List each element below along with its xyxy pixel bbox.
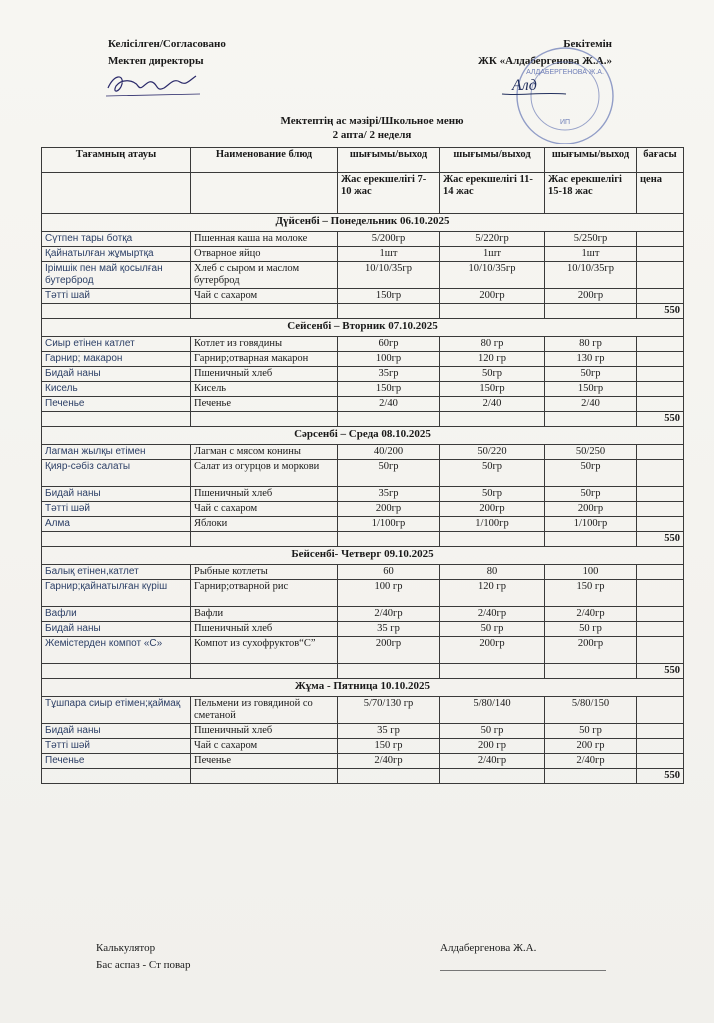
- yield-15-18: 2/40гр: [545, 754, 637, 769]
- day-title: Сейсенбі – Вторник 07.10.2025: [42, 319, 684, 337]
- yield-11-14: 2/40гр: [440, 607, 545, 622]
- dish-name-ru: Компот из сухофруктов“С”: [191, 637, 338, 664]
- dish-name-kz: Печенье: [42, 397, 191, 412]
- yield-11-14: 50гр: [440, 460, 545, 487]
- footer-left: [96, 940, 190, 974]
- yield-11-14: 50гр: [440, 367, 545, 382]
- day-title: Дүйсенбі – Понедельник 06.10.2025: [42, 214, 684, 232]
- empty-cell: [440, 304, 545, 319]
- empty-cell: [338, 532, 440, 547]
- yield-11-14: 200гр: [440, 502, 545, 517]
- yield-11-14: 50 гр: [440, 724, 545, 739]
- empty-cell: [440, 412, 545, 427]
- dish-name-kz: Гарнир;қайнатылған күріш: [42, 580, 191, 607]
- dish-name-ru: Чай с сахаром: [191, 502, 338, 517]
- dish-name-ru: Пельмени из говядиной со сметаной: [191, 697, 338, 724]
- yield-7-10: 5/200гр: [338, 232, 440, 247]
- dish-row: [42, 337, 684, 352]
- empty-cell: [42, 664, 191, 679]
- price-cell: [637, 445, 684, 460]
- price-cell: [637, 232, 684, 247]
- empty-cell: [42, 412, 191, 427]
- yield-7-10: 40/200: [338, 445, 440, 460]
- yield-15-18: 2/40: [545, 397, 637, 412]
- approver-signature: [500, 70, 570, 100]
- empty-cell: [191, 532, 338, 547]
- age-group-1: Жас ерекшелігі 7-10 жас: [338, 173, 440, 214]
- dish-name-kz: Ірімшік пен май қосылған бутерброд: [42, 262, 191, 289]
- yield-15-18: 1/100гр: [545, 517, 637, 532]
- empty-cell: [42, 304, 191, 319]
- dish-name-kz: Вафли: [42, 607, 191, 622]
- dish-row: [42, 397, 684, 412]
- dish-name-ru: Отварное яйцо: [191, 247, 338, 262]
- yield-7-10: 60гр: [338, 337, 440, 352]
- price-cell: [637, 397, 684, 412]
- yield-15-18: 2/40гр: [545, 607, 637, 622]
- dish-row: [42, 352, 684, 367]
- yield-11-14: 50 гр: [440, 622, 545, 637]
- yield-11-14: 200гр: [440, 637, 545, 664]
- dish-row: [42, 697, 684, 724]
- yield-11-14: 50/220: [440, 445, 545, 460]
- yield-7-10: 200гр: [338, 637, 440, 664]
- dish-row: [42, 580, 684, 607]
- yield-11-14: 150гр: [440, 382, 545, 397]
- empty-cell: [440, 532, 545, 547]
- dish-row: [42, 232, 684, 247]
- yield-11-14: 80: [440, 565, 545, 580]
- dish-name-kz: Жемістерден компот «С»: [42, 637, 191, 664]
- empty-cell: [440, 769, 545, 784]
- empty-cell: [338, 304, 440, 319]
- dish-row: [42, 262, 684, 289]
- week-label: 2 апта/ 2 неделя: [332, 129, 412, 141]
- yield-7-10: 35 гр: [338, 622, 440, 637]
- yield-15-18: 50 гр: [545, 622, 637, 637]
- yield-15-18: 5/250гр: [545, 232, 637, 247]
- dish-row: [42, 607, 684, 622]
- day-title: Сәрсенбі – Среда 08.10.2025: [42, 427, 684, 445]
- dish-name-kz: Сүтпен тары ботқа: [42, 232, 191, 247]
- empty-cell: [545, 412, 637, 427]
- footer-signatory: Алдабергенова Ж.А.: [440, 942, 537, 954]
- yield-7-10: 60: [338, 565, 440, 580]
- dish-name-kz: Печенье: [42, 754, 191, 769]
- price-cell: [637, 739, 684, 754]
- empty-cell: [191, 173, 338, 214]
- day-total-price: 550: [637, 532, 684, 547]
- header-yield-3: шығымы/выход: [545, 148, 637, 173]
- yield-11-14: 80 гр: [440, 337, 545, 352]
- price-cell: [637, 352, 684, 367]
- yield-11-14: 120 гр: [440, 580, 545, 607]
- header-row: [42, 148, 684, 173]
- day-total-price: 550: [637, 304, 684, 319]
- day-total-price: 550: [637, 412, 684, 427]
- dish-name-ru: Чай с сахаром: [191, 289, 338, 304]
- price-cell: [637, 697, 684, 724]
- day-title: Жұма - Пятница 10.10.2025: [42, 679, 684, 697]
- yield-7-10: 100гр: [338, 352, 440, 367]
- price-cell: [637, 724, 684, 739]
- stamp-ring-text: АЛДАБЕРГЕНОВА Ж.А.: [526, 69, 604, 76]
- empty-cell: [338, 769, 440, 784]
- yield-11-14: 1/100гр: [440, 517, 545, 532]
- header-dish-ru: Наименование блюд: [191, 148, 338, 173]
- yield-11-14: 120 гр: [440, 352, 545, 367]
- dish-name-kz: Бидай наны: [42, 487, 191, 502]
- stamp-center-text: ИП: [559, 119, 571, 126]
- signature-line: [440, 970, 606, 971]
- yield-15-18: 200 гр: [545, 739, 637, 754]
- age-group-2: Жас ерекшелігі 11-14 жас: [440, 173, 545, 214]
- yield-7-10: 35гр: [338, 487, 440, 502]
- yield-15-18: 10/10/35гр: [545, 262, 637, 289]
- dish-name-kz: Кисель: [42, 382, 191, 397]
- dish-name-kz: Бидай наны: [42, 367, 191, 382]
- dish-row: [42, 502, 684, 517]
- dish-row: [42, 565, 684, 580]
- header-yield-1: шығымы/выход: [338, 148, 440, 173]
- dish-name-kz: Қияр-сәбіз салаты: [42, 460, 191, 487]
- director-signature: [104, 70, 204, 100]
- empty-cell: [545, 304, 637, 319]
- yield-7-10: 5/70/130 гр: [338, 697, 440, 724]
- dish-name-kz: Бидай наны: [42, 724, 191, 739]
- price-cell: [637, 487, 684, 502]
- day-total-row: [42, 532, 684, 547]
- yield-11-14: 1шт: [440, 247, 545, 262]
- dish-name-kz: Сиыр етінен катлет: [42, 337, 191, 352]
- day-header-row: [42, 214, 684, 232]
- price-cell: [637, 637, 684, 664]
- yield-15-18: 50гр: [545, 460, 637, 487]
- empty-cell: [191, 664, 338, 679]
- day-title: Бейсенбі- Четверг 09.10.2025: [42, 547, 684, 565]
- yield-11-14: 200 гр: [440, 739, 545, 754]
- price-cell: [637, 289, 684, 304]
- day-header-row: [42, 427, 684, 445]
- price-cell: [637, 337, 684, 352]
- empty-cell: [545, 769, 637, 784]
- dish-name-ru: Гарнир;отварная макарон: [191, 352, 338, 367]
- yield-15-18: 100: [545, 565, 637, 580]
- dish-name-ru: Печенье: [191, 397, 338, 412]
- dish-row: [42, 622, 684, 637]
- day-total-price: 550: [637, 664, 684, 679]
- dish-row: [42, 724, 684, 739]
- menu-title: Мектептің ас мәзірі/Школьное меню: [280, 115, 464, 127]
- price-cell: [637, 580, 684, 607]
- header-yield-2: шығымы/выход: [440, 148, 545, 173]
- dish-name-kz: Лагман жылқы етімен: [42, 445, 191, 460]
- dish-name-ru: Гарнир;отварной рис: [191, 580, 338, 607]
- yield-15-18: 50гр: [545, 487, 637, 502]
- dish-name-ru: Пшеничный хлеб: [191, 487, 338, 502]
- dish-row: [42, 487, 684, 502]
- header-dish-kz: Тағамның атауы: [42, 148, 191, 173]
- approver-signature-text: Алд: [512, 77, 537, 94]
- dish-row: [42, 637, 684, 664]
- empty-cell: [42, 769, 191, 784]
- dish-name-kz: Бидай наны: [42, 622, 191, 637]
- dish-name-kz: Тұшпара сиыр етімен;қаймақ: [42, 697, 191, 724]
- price-cell: [637, 622, 684, 637]
- price-cell: [637, 502, 684, 517]
- price-cell: [637, 262, 684, 289]
- day-total-row: [42, 664, 684, 679]
- dish-name-ru: Чай с сахаром: [191, 739, 338, 754]
- dish-name-kz: Алма: [42, 517, 191, 532]
- age-header-row: [42, 173, 684, 214]
- yield-15-18: 50/250: [545, 445, 637, 460]
- dish-name-ru: Лагман с мясом конины: [191, 445, 338, 460]
- yield-15-18: 150гр: [545, 382, 637, 397]
- approve-label: Бекітемін: [563, 38, 612, 50]
- dish-name-kz: Тәтті шәй: [42, 739, 191, 754]
- dish-name-ru: Яблоки: [191, 517, 338, 532]
- chef-label: Бас аспаз - Ст повар: [96, 959, 191, 971]
- empty-cell: [42, 532, 191, 547]
- price-cell: [637, 367, 684, 382]
- yield-15-18: 50гр: [545, 367, 637, 382]
- dish-name-kz: Гарнир; макарон: [42, 352, 191, 367]
- price-cell: [637, 565, 684, 580]
- yield-11-14: 50гр: [440, 487, 545, 502]
- day-header-row: [42, 679, 684, 697]
- price-cell: [637, 607, 684, 622]
- yield-7-10: 2/40гр: [338, 754, 440, 769]
- dish-name-ru: Рыбные котлеты: [191, 565, 338, 580]
- age-group-3: Жас ерекшелігі 15-18 жас: [545, 173, 637, 214]
- dish-name-kz: Балық етінен,катлет: [42, 565, 191, 580]
- yield-7-10: 1/100гр: [338, 517, 440, 532]
- day-header-row: [42, 547, 684, 565]
- dish-name-kz: Қайнатылған жұмыртқа: [42, 247, 191, 262]
- dish-row: [42, 289, 684, 304]
- yield-11-14: 10/10/35гр: [440, 262, 545, 289]
- price-cell: [637, 382, 684, 397]
- yield-7-10: 150гр: [338, 382, 440, 397]
- yield-15-18: 200гр: [545, 502, 637, 517]
- price-cell: [637, 754, 684, 769]
- price-cell: [637, 460, 684, 487]
- dish-name-ru: Пшеничный хлеб: [191, 622, 338, 637]
- yield-15-18: 200гр: [545, 637, 637, 664]
- yield-11-14: 200гр: [440, 289, 545, 304]
- yield-15-18: 5/80/150: [545, 697, 637, 724]
- yield-15-18: 1шт: [545, 247, 637, 262]
- empty-cell: [191, 412, 338, 427]
- yield-7-10: 150гр: [338, 289, 440, 304]
- empty-cell: [42, 173, 191, 214]
- approval-block-left: [108, 36, 226, 70]
- yield-15-18: 200гр: [545, 289, 637, 304]
- dish-name-ru: Пшеничный хлеб: [191, 367, 338, 382]
- approver-name: ЖК «Алдабергенова Ж.А.»: [478, 55, 612, 67]
- dish-row: [42, 445, 684, 460]
- document-title: [0, 114, 714, 142]
- dish-row: [42, 517, 684, 532]
- empty-cell: [545, 664, 637, 679]
- dish-name-ru: Вафли: [191, 607, 338, 622]
- day-total-row: [42, 304, 684, 319]
- dish-row: [42, 739, 684, 754]
- yield-15-18: 130 гр: [545, 352, 637, 367]
- yield-7-10: 200гр: [338, 502, 440, 517]
- yield-7-10: 150 гр: [338, 739, 440, 754]
- empty-cell: [191, 304, 338, 319]
- yield-7-10: 35гр: [338, 367, 440, 382]
- empty-cell: [338, 664, 440, 679]
- dish-name-ru: Кисель: [191, 382, 338, 397]
- yield-11-14: 2/40гр: [440, 754, 545, 769]
- yield-15-18: 50 гр: [545, 724, 637, 739]
- school-director-label: Мектеп директоры: [108, 55, 204, 67]
- empty-cell: [440, 664, 545, 679]
- yield-15-18: 80 гр: [545, 337, 637, 352]
- dish-name-kz: Тәтті шай: [42, 289, 191, 304]
- dish-name-ru: Салат из огурцов и моркови: [191, 460, 338, 487]
- price-cell: [637, 517, 684, 532]
- dish-row: [42, 460, 684, 487]
- day-total-price: 550: [637, 769, 684, 784]
- yield-7-10: 35 гр: [338, 724, 440, 739]
- dish-name-kz: Тәтті шәй: [42, 502, 191, 517]
- calculator-label: Калькулятор: [96, 942, 156, 954]
- yield-7-10: 2/40гр: [338, 607, 440, 622]
- dish-row: [42, 247, 684, 262]
- yield-7-10: 50гр: [338, 460, 440, 487]
- dish-name-ru: Печенье: [191, 754, 338, 769]
- yield-11-14: 5/220гр: [440, 232, 545, 247]
- day-total-row: [42, 769, 684, 784]
- yield-15-18: 150 гр: [545, 580, 637, 607]
- dish-name-ru: Хлеб с сыром и маслом бутерброд: [191, 262, 338, 289]
- header-price-kz: бағасы: [637, 148, 684, 173]
- empty-cell: [545, 532, 637, 547]
- dish-name-ru: Котлет из говядины: [191, 337, 338, 352]
- yield-7-10: 10/10/35гр: [338, 262, 440, 289]
- day-header-row: [42, 319, 684, 337]
- dish-row: [42, 754, 684, 769]
- empty-cell: [191, 769, 338, 784]
- price-cell: [637, 247, 684, 262]
- yield-7-10: 2/40: [338, 397, 440, 412]
- dish-row: [42, 367, 684, 382]
- yield-7-10: 100 гр: [338, 580, 440, 607]
- yield-11-14: 5/80/140: [440, 697, 545, 724]
- empty-cell: [338, 412, 440, 427]
- yield-7-10: 1шт: [338, 247, 440, 262]
- day-total-row: [42, 412, 684, 427]
- dish-row: [42, 382, 684, 397]
- yield-11-14: 2/40: [440, 397, 545, 412]
- dish-name-ru: Пшенная каша на молоке: [191, 232, 338, 247]
- menu-table: [41, 147, 684, 784]
- header-price-ru: цена: [637, 173, 684, 214]
- dish-name-ru: Пшеничный хлеб: [191, 724, 338, 739]
- agreed-label: Келісілген/Согласовано: [108, 38, 226, 50]
